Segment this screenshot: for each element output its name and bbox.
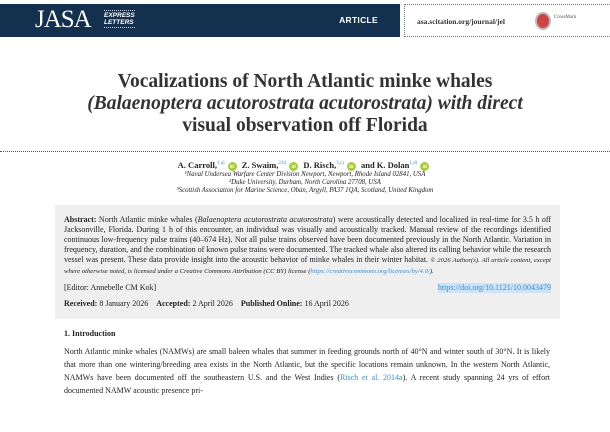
published-label: Published Online: [240,299,303,308]
section-label: ARTICLE [339,15,378,25]
author-name: D. Risch, [303,160,337,170]
affiliation: ³Scottish Association for Marine Science, Oban, Argyll, PA37 1QA, Scotland, United Kingdom [176,187,434,194]
title-line: Vocalizations of North Atlantic minke whales [117,71,493,92]
license-link[interactable]: https://creativecommons.org/licenses/by/4.0/ [310,268,430,275]
abstract-label: Abstract: [64,215,97,224]
abstract-span: North Atlantic minke whales ( [96,215,198,224]
editor: [Editor: Annebelle CM Kok] [64,283,157,292]
page-header [0,4,610,41]
journal-url[interactable]: asa.scitation.org/journal/jel [417,17,505,26]
affiliation: ²Duke University, Durham, North Carolina 27708, USA [229,179,381,186]
journal-logo-sub [104,10,135,28]
author-affil[interactable]: 1,d) [409,161,418,167]
received-date: 8 January 2026 [97,299,149,308]
species-name: Balaenoptera acutorostrata acutorostrata [197,215,333,224]
journal-header [0,4,400,37]
author-name: A. Carroll, [177,160,217,170]
crossmark-icon[interactable] [535,12,551,30]
abstract-text [64,215,551,277]
accepted-label: Accepted: [156,299,191,308]
journal-link-box [404,4,610,37]
orcid-icon[interactable]: iD [347,162,356,171]
author-affil[interactable]: 1,a) [216,161,225,167]
divider [0,151,610,152]
accepted-date: 2 April 2026 [190,299,233,308]
orcid-icon[interactable]: iD [228,162,237,171]
logo-sub-1: EXPRESS [104,12,135,19]
affiliation: ¹Naval Undersea Warfare Center Division Newport, Newport, Rhode Island 02841, USA [184,171,426,178]
logo-sub-2: LETTERS [104,19,134,26]
author-affil[interactable]: 3,c) [336,161,344,167]
author-affil[interactable]: 2,b) [278,161,287,167]
orcid-icon[interactable]: iD [289,162,298,171]
title-line: visual observation off Florida [182,115,428,136]
title-line: (Balaenoptera acutorostrata acutorostrata) with direct [87,93,523,114]
crossmark-label[interactable]: CrossMark [554,15,577,20]
paper-title [25,71,585,137]
license-text: ). [429,268,434,275]
abstract-span: ) were acoustically detected and localized in real-time for 3.5 h off Jacksonville, Florida. During 1 h of this encounter, an individual was visually and acoustically tracked. Manual review of the recordings identified continuous low-frequency pulse trains (40–674 Hz). Not all pulse trains observed have been documented previously in the North Atlantic. Variation in frequency, duration, and the combination of known pulse trains were documented. The tracked whale also altered its calling behavior while the research vessel was present. These data provide insight into the acoustic behavior of minke whales in their winter habitat. [64,215,551,264]
license-text: © 2026 Author(s). All article content, except where otherwise noted, is licensed under a Creative Commons Attribution (CC BY) license ( [64,257,551,275]
section-heading: 1. Introduction [64,329,116,338]
author-name: and K. Dolan [360,160,410,170]
author-name: Z. Swaim, [241,160,279,170]
citation-link[interactable]: Risch et al. 2014a [340,373,403,382]
intro-paragraph [64,345,550,397]
orcid-icon[interactable]: iD [420,162,429,171]
journal-logo: JASA [35,6,91,33]
abstract-box [55,205,560,319]
editor-doi-row [64,283,551,293]
dates [64,299,551,309]
author-list [0,160,610,171]
doi-link[interactable]: https://doi.org/10.1121/10.0043479 [437,283,551,292]
published-date: 16 April 2026 [302,299,349,308]
intro-text: ). A recent study spanning 24 yrs of effort documented NAMW acoustic presence pri- [64,373,550,395]
intro-text: North Atlantic minke whales (NAMWs) are small baleen whales that summer in feeding grounds north of 40°N and winter south of 30°N. It is likely that more than one wintering/breeding area exists in the North Atlantic, but the specific locations remain unknown. In the western North Atlantic, NAMWs have been documented off the southeastern U.S. and the West Indies ( [64,347,550,382]
received-label: Received: [64,299,98,308]
